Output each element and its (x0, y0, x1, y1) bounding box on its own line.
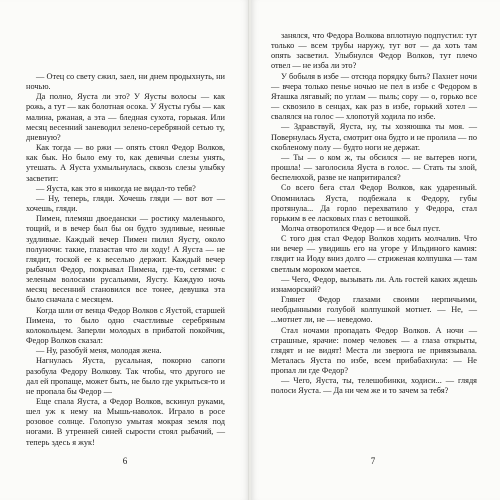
paragraph: — Чего, Федор, вызывать ли. Аль гостей каких ждешь изнаморский? (271, 274, 477, 294)
paragraph: Пимен, племяш двоедански — ростику маленького, тощий, и в вечер был бы он будто зудливые, неиные зудливые. Каждый вечер Пимен пилил Яусту, около полуночи: такие, глазастая что ли ходу! А Яуста — не глядит, тоской ее к веселью держит. Каждый вечер рыбачил Федор, покрывал Пимена, где-то, сетями: с зеленым волосами русальими, Яусту. Каждую ночь месяц весенний становился все тонее, девушка эта было сначала с месяцем. (26, 214, 225, 305)
page-number: 6 (122, 456, 128, 466)
right-page (251, 0, 500, 500)
paragraph: Стал ночами пропадать Федор Волков. А ночи — страшные, ярачие: помер человек — а глаза открыты, глядят и не видят! Места ли зверюга не привязывала. Металась Яуста по избе, всем прибабахнула: — Не пропал ли где Федор? (271, 325, 477, 376)
paragraph: Молча отворотился Федор — и все был пуст. (281, 223, 441, 233)
paragraph: — Ты — о ком ж, ты обсился — не вытерев ноги, прошла! — заголосила Яуста в голос. — Стать ты злой, беспелюхой, разве не напритирался? (271, 152, 477, 183)
paragraph: — Ну, теперь, гляди. Хочешь гляди — вот вот — хочешь, гляди. (26, 193, 225, 214)
paragraph: Со всего бега стал Федор Волков, как ударенный. Опомнилась Яуста, подбежала к Федору, губы протянула... Да горло перехватило у Федора, стал горьким в ее ласковых глаз с ветошкой. (271, 183, 477, 223)
left-page-text (26, 72, 225, 448)
paragraph: Да полно, Яуста ли это? У Яусты волосы — как рожь, а тут — как болотная осока. У Яусты губы — как малина, ржаная, а эта — бледная сухота, горькая. Или месяц весенний заневодил зелено-серебряной сетью ту, дневную? (26, 92, 225, 142)
paragraph: С того дня стал Федор Волков ходить молчалив. Что ни вечер — увидишь его на угоре у Ильдиного камня: глядит на Иоду вниз долго — стриженая колпушка — там светлым мороком мается. (271, 234, 477, 274)
paragraph: Когда шли от венца Федор Волков с Яустой, старшей Пимена, то было одно счастливые серебряным колокольцем. Заперли молодых в прибатой покойчик, Федор Волков сказал: (26, 305, 225, 346)
paragraph: Глянет Федор глазами своими нерпичьими, необдынными голубой колпушкой мотнет. — Не, — ...мотнет ли, не — неведомо. (271, 295, 477, 325)
paragraph: Как тогда — во ржи — опять стоял Федор Волков, как бык. Но было ему то, как девичьи слезы унять, утешать. А Яуста ухмыльнулась, сквозь слезы улыбку засветит: (26, 143, 225, 183)
paragraph: — Чего, Яуста, ты, телешобинки, ходиси... — глядя полоси Яуста. — Да ни чем же и то зачем за тебя? (271, 376, 477, 396)
paragraph: занялся, что Федора Волкова вплотную подпустил: тут только — всем трубы наружу, тут вот — да хоть там опять засветил. Улыбнулся Федор Волков, тут плечо отвел — не изба ли это? (271, 31, 477, 71)
paragraph: — Здравствуй, Яуста, ну, ты хозяюшка ты моя. — Повернулась Яуста, смотрит она будто и не пролила — по скобленому полу — будто ноги не держат. (271, 122, 477, 152)
paragraph: Еще спала Яуста, а Федор Волков, вскинул руками, шел уж к нему на Мышь-наволок. Играло в росе розовое солнце. Голопузо умытая мокрая земля под ногами. В утренней синей сырости стоял рыбачий, — теперь здесь я жук! (26, 397, 225, 447)
page-number: 7 (370, 456, 376, 466)
paragraph: — Ну, разобуй меня, молодая жена. (36, 346, 162, 356)
paragraph: У бобыля в избе — отсюда порядку быть? Пахнет ночи — вчера только пенье ночью не пел в избе с Федором в Яташка лягавый; по углам — пыль; сору — о, горько все — сквозило в сенцах, как раз в избе, горький хотел — свалялся на голос — хлопотуй ходила по избе. (271, 71, 477, 122)
paragraph: — Отец со свету сжил, заел, ни днем продыхнуть, ни ночью. (26, 72, 225, 92)
paragraph: — Яуста, как это я никогда не видал-то тебя? (36, 183, 196, 193)
paragraph: Нагнулась Яуста, русальная, покорно сапоги разобула Федору Волкову. Так чтобы, что другого не дал ей пропаще, может быть, не было где укрыться-то и не пропала бы Федор — (26, 356, 225, 396)
left-page (0, 0, 249, 500)
right-page-text (271, 31, 477, 397)
